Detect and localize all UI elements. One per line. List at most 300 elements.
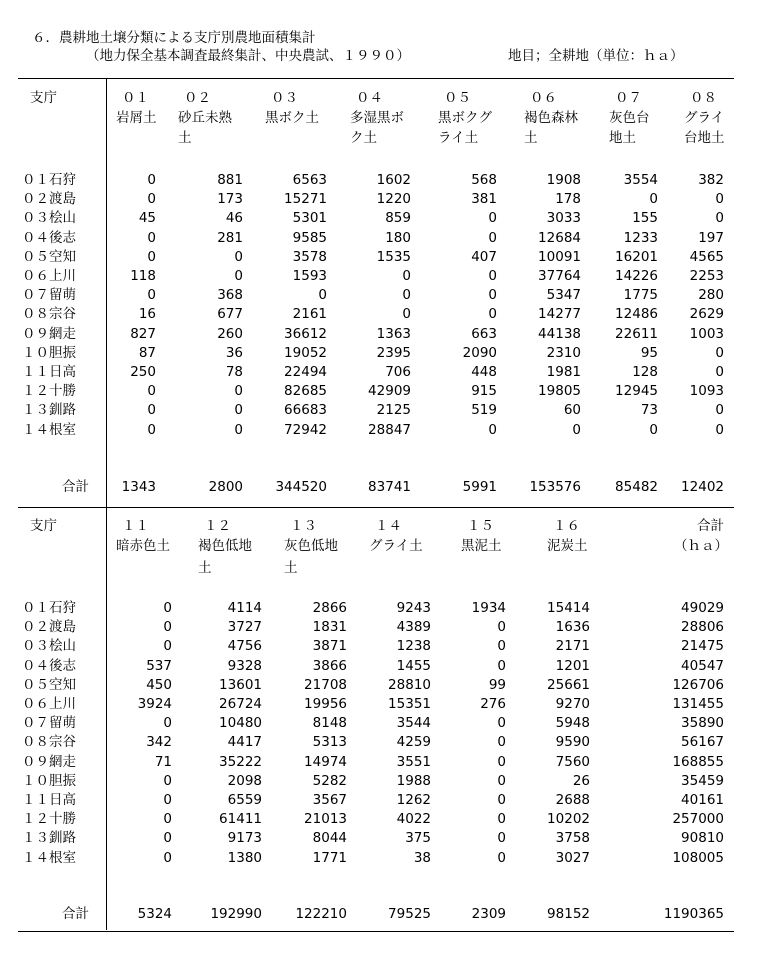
table2-cell: 0 [163,619,172,636]
table1-col-name: 褐色森林 [524,110,578,126]
table2-cell: 40547 [681,657,724,674]
table2-cell: 0 [497,792,506,808]
table2-cell: 21013 [304,811,347,828]
table2-cell: 1201 [555,657,590,674]
table2-cell: 0 [163,830,172,847]
table1-cell: 1908 [546,172,581,188]
table1-corner-label: 支庁 [30,90,57,106]
table2-col-code: １４ [375,518,402,534]
table2-cell: 108005 [672,849,724,866]
table2-row-label: ０６上川 [22,696,76,712]
table1-cell: 0 [402,287,411,304]
table2-cell: 0 [163,638,172,655]
table1-cell: 1093 [689,383,724,400]
table1-cell: 0 [147,421,156,438]
table2-col-name: 土 [198,560,212,576]
table1-row-label: １０胆振 [22,344,76,361]
table1-cell: 12684 [538,229,581,246]
table2-row-label: １１日高 [22,792,76,808]
table2-cell: 26724 [219,696,262,712]
table2-cell: 2171 [555,638,590,655]
table1-cell: 915 [471,383,497,400]
table1-cell: 827 [130,325,156,342]
table2-col-code: １５ [467,518,494,534]
table2-cell: 4022 [396,811,431,828]
table2-cell: 4259 [396,734,431,751]
table2-col-code: 合計 [697,518,724,534]
table2-col-name: 土 [284,560,298,576]
table2-cell: 0 [163,849,172,866]
table2-cell: 9173 [227,830,262,847]
table1-total-cell: 344520 [275,479,327,495]
table2-row-label: ０７留萌 [22,715,76,732]
table2-row-label: １０胆振 [22,772,76,789]
table1-col-name: グライ [684,110,725,126]
table1-cell: 2161 [292,306,327,323]
table2-cell: 0 [497,619,506,636]
table1-cell: 1535 [376,248,411,265]
table1-cell: 0 [715,402,724,419]
table1-cell: 36 [225,344,243,361]
table2-col-code: １２ [204,518,231,534]
table1-total-cell: 5991 [462,479,497,495]
table1-cell: 519 [471,402,497,419]
table2-cell: 2688 [555,792,590,808]
table1-cell: 260 [217,325,243,342]
table1-cell: 42909 [368,383,411,400]
table1-cell: 180 [385,229,411,246]
table1-cell: 0 [318,287,327,304]
table1-row-label: ０２渡島 [22,191,76,208]
table2-row-label: ０８宗谷 [22,734,76,751]
table2-col-name: グライ土 [369,538,423,554]
table1-col-name: 土 [178,130,192,146]
table1-cell: 881 [217,172,243,188]
table1-cell: 19805 [538,383,581,400]
table2-cell: 168855 [672,753,724,770]
table1-cell: 87 [138,344,156,361]
table1-cell: 0 [572,421,581,438]
table2-cell: 0 [163,811,172,828]
table1-cell: 0 [234,383,243,400]
table1-row-label: １３釧路 [22,402,76,419]
table2-cell: 375 [405,830,431,847]
table2-col-name: 暗赤色土 [116,538,170,554]
table1-total-cell: 12402 [681,479,724,495]
table2-cell: 35459 [681,772,724,789]
table2-cell: 131455 [672,696,724,712]
page-subtitle: （地力保全基本調査最終集計、中央農試、１９９０） [86,48,410,64]
table1-cell: 3554 [623,172,658,188]
table1-cell: 12945 [615,383,658,400]
table2-cell: 21475 [681,638,724,655]
table1-cell: 0 [147,229,156,246]
table2-cell: 35222 [219,753,262,770]
table2-cell: 0 [497,734,506,751]
table2-cell: 5282 [312,772,347,789]
table1-cell: 0 [715,344,724,361]
table2-cell: 1636 [555,619,590,636]
table1-cell: 95 [640,344,658,361]
table2-cell: 2098 [227,772,262,789]
table2-cell: 9328 [227,657,262,674]
table2-cell: 28806 [681,619,724,636]
table1-col-name: 砂丘未熟 [178,110,232,126]
table1-cell: 677 [217,306,243,323]
table2-cell: 0 [497,849,506,866]
table2-cell: 56167 [681,734,724,751]
table1-cell: 407 [471,248,497,265]
table2-cell: 0 [497,772,506,789]
table1-cell: 1593 [292,268,327,284]
table1-cell: 45 [138,210,156,227]
table1-cell: 368 [217,287,243,304]
table2-cell: 99 [488,676,506,693]
table1-cell: 706 [385,364,411,380]
table2-row-label: ０５空知 [22,676,76,693]
table1-cell: 19052 [284,344,327,361]
table1-total-cell: 83741 [368,479,411,495]
table2-cell: 3727 [227,619,262,636]
table2-cell: 0 [497,638,506,655]
table2-corner-label: 支庁 [30,518,57,534]
table1-cell: 859 [385,210,411,227]
table2-cell: 0 [497,715,506,732]
table2-total-cell: 2309 [471,906,506,922]
table2-cell: 0 [163,715,172,732]
table1-cell: 173 [217,191,243,208]
table1-cell: 280 [698,287,724,304]
table1-cell: 178 [555,191,581,208]
table2-cell: 8148 [312,715,347,732]
table1-col-code: ０３ [271,90,298,106]
table2-cell: 1380 [227,849,262,866]
table2-cell: 0 [163,600,172,616]
table1-cell: 6563 [292,172,327,188]
table2-cell: 4114 [227,600,262,616]
table2-cell: 10202 [547,811,590,828]
table2-cell: 3866 [312,657,347,674]
table1-cell: 60 [563,402,581,419]
table1-col-code: ０８ [690,90,717,106]
table2-cell: 71 [154,753,172,770]
table1-cell: 2395 [376,344,411,361]
table1-cell: 2629 [689,306,724,323]
table1-cell: 2253 [689,268,724,284]
table1-cell: 0 [147,172,156,188]
table1-cell: 46 [225,210,243,227]
table1-col-name: 黒ボク土 [265,110,319,126]
table1-row-label: ０３桧山 [22,210,76,227]
table1-cell: 250 [130,364,156,380]
table1-cell: 381 [471,191,497,208]
table1-cell: 1602 [376,172,411,188]
table1-cell: 16 [138,306,156,323]
table2-cell: 450 [146,676,172,693]
table1-cell: 0 [147,402,156,419]
table2-row-label: ０９網走 [22,753,76,770]
table1-col-code: ０５ [444,90,471,106]
table1-cell: 1003 [689,325,724,342]
table1-col-name: ライ土 [438,130,479,146]
table1-row-label: ０１石狩 [22,172,76,188]
table2-col-name: （ｈａ） [674,538,728,554]
page-title: ６．農耕地土壌分類による支庁別農地面積集計 [32,30,316,46]
table2-cell: 3871 [312,638,347,655]
table1-col-name: 地土 [609,130,636,146]
table1-cell: 118 [130,268,156,284]
table2-total-cell: 98152 [547,906,590,922]
table2-cell: 19956 [304,696,347,712]
table1-top-rule [18,78,734,79]
table1-cell: 3578 [292,248,327,265]
table1-cell: 0 [488,306,497,323]
table1-col-code: ０４ [356,90,383,106]
table2-cell: 15351 [388,696,431,712]
table1-cell: 1363 [376,325,411,342]
table2-cell: 49029 [681,600,724,616]
table2-cell: 3924 [137,696,172,712]
table2-cell: 1238 [396,638,431,655]
table1-row-label: ０６上川 [22,268,76,284]
table2-cell: 0 [497,811,506,828]
table1-cell: 1220 [376,191,411,208]
table2-row-label: １３釧路 [22,830,76,847]
table1-col-name: 台地土 [684,130,725,146]
table2-total-cell: 5324 [137,906,172,922]
table1-cell: 0 [649,421,658,438]
table2-cell: 10480 [219,715,262,732]
table1-cell: 0 [402,268,411,284]
table1-cell: 0 [402,306,411,323]
table2-cell: 2866 [312,600,347,616]
table1-col-code: ０２ [184,90,211,106]
table2-cell: 7560 [555,753,590,770]
table1-cell: 5347 [546,287,581,304]
table1-total-cell: 153576 [529,479,581,495]
table2-cell: 1988 [396,772,431,789]
table2-col-code: １６ [553,518,580,534]
table2-cell: 1771 [312,849,347,866]
table2-cell: 0 [497,753,506,770]
table2-row-label: １２十勝 [22,811,76,828]
table1-cell: 28847 [368,421,411,438]
table2-cell: 28810 [388,676,431,693]
table1-col-code: ０１ [122,90,149,106]
table2-cell: 3567 [312,792,347,808]
table1-row-label: ０９網走 [22,325,76,342]
table1-cell: 2125 [376,402,411,419]
table1-total-cell: 2800 [208,479,243,495]
table1-row-label: １１日高 [22,364,76,380]
table1-total-cell: 85482 [615,479,658,495]
table2-cell: 15414 [547,600,590,616]
table1-cell: 36612 [284,325,327,342]
table1-cell: 12486 [615,306,658,323]
table2-col-code: １３ [290,518,317,534]
table1-cell: 0 [488,421,497,438]
table1-row-label: １２十勝 [22,383,76,400]
table1-cell: 568 [471,172,497,188]
table1-cell: 73 [640,402,658,419]
table2-cell: 0 [497,657,506,674]
table1-row-label: ０７留萌 [22,287,76,304]
table1-cell: 1233 [623,229,658,246]
table1-col-code: ０６ [530,90,557,106]
table1-cell: 663 [471,325,497,342]
table1-col-name: ク土 [350,130,377,146]
table1-cell: 0 [715,191,724,208]
table1-cell: 0 [147,383,156,400]
table1-cell: 0 [147,191,156,208]
table2-col-name: 黒泥土 [461,538,502,554]
table1-row-label: １４根室 [22,421,76,438]
table1-cell: 0 [234,248,243,265]
table2-col-name: 灰色低地 [284,538,338,554]
table1-cell: 0 [715,210,724,227]
table1-cell: 0 [147,287,156,304]
table2-cell: 9270 [555,696,590,712]
table2-row-label: １４根室 [22,849,76,866]
table2-cell: 3551 [396,753,431,770]
table1-col-name: 土 [524,130,538,146]
table1-cell: 0 [715,364,724,380]
table2-total-cell: 79525 [388,906,431,922]
table2-bottom-rule [18,931,734,932]
table2-cell: 8044 [312,830,347,847]
unit-note: 地目；全耕地（単位：ｈａ） [508,48,684,64]
table2-cell: 3027 [555,849,590,866]
table2-cell: 537 [146,657,172,674]
table1-cell: 37764 [538,268,581,284]
table2-total-label: 合計 [62,906,89,922]
table2-cell: 1455 [396,657,431,674]
table2-total-cell: 192990 [210,906,262,922]
table2-total-cell: 122210 [295,906,347,922]
table2-total-cell: 1190365 [663,906,724,922]
table2-cell: 26 [572,772,590,789]
table1-cell: 5301 [292,210,327,227]
table1-col-name: 黒ボクグ [438,110,492,126]
table2-cell: 3758 [555,830,590,847]
table1-col-name: 灰色台 [609,110,650,126]
table2-cell: 5313 [312,734,347,751]
table1-cell: 0 [234,402,243,419]
table1-cell: 0 [488,268,497,284]
table1-cell: 0 [234,421,243,438]
table1-cell: 281 [217,229,243,246]
table1-cell: 4565 [689,248,724,265]
table1-cell: 44138 [538,325,581,342]
table1-col-name: 多湿黒ボ [350,110,404,126]
table2-cell: 276 [480,696,506,712]
table1-cell: 197 [698,229,724,246]
table2-cell: 1262 [396,792,431,808]
table1-cell: 14226 [615,268,658,284]
table1-cell: 2310 [546,344,581,361]
table1-cell: 66683 [284,402,327,419]
table2-cell: 61411 [219,811,262,828]
table1-cell: 0 [488,287,497,304]
table1-cell: 0 [147,248,156,265]
table1-row-label: ０８宗谷 [22,306,76,323]
table2-row-label: ０４後志 [22,657,76,674]
table1-cell: 16201 [615,248,658,265]
table1-cell: 78 [225,364,243,380]
table2-cell: 14974 [304,753,347,770]
table2-cell: 9243 [396,600,431,616]
table2-col-name: 泥炭土 [547,538,588,554]
table1-cell: 1981 [546,364,581,380]
table2-cell: 0 [163,772,172,789]
table1-cell: 22611 [615,325,658,342]
table1-cell: 14277 [538,306,581,323]
table2-cell: 4756 [227,638,262,655]
table2-cell: 0 [497,830,506,847]
table1-row-label: ０５空知 [22,248,76,265]
table2-row-label: ０２渡島 [22,619,76,636]
table2-cell: 9590 [555,734,590,751]
table1-total-cell: 1343 [121,479,156,495]
table1-total-label: 合計 [62,479,89,495]
table2-cell: 5948 [555,715,590,732]
table1-cell: 448 [471,364,497,380]
table1-cell: 382 [698,172,724,188]
table2-cell: 257000 [672,811,724,828]
table2-cell: 4389 [396,619,431,636]
table2-cell: 25661 [547,676,590,693]
table1-cell: 3033 [546,210,581,227]
table2-cell: 13601 [219,676,262,693]
table1-cell: 22494 [284,364,327,380]
table1-col-code: ０７ [615,90,642,106]
table2-col-code: １１ [122,518,149,534]
table2-cell: 0 [163,792,172,808]
table2-cell: 4417 [227,734,262,751]
table1-cell: 128 [632,364,658,380]
table1-cell: 0 [234,268,243,284]
table2-row-label: ０３桧山 [22,638,76,655]
table2-top-rule [18,507,734,508]
table1-cell: 9585 [292,229,327,246]
table1-cell: 82685 [284,383,327,400]
table2-cell: 126706 [672,676,724,693]
table1-row-label: ０４後志 [22,229,76,246]
table1-cell: 1775 [623,287,658,304]
table2-col-name: 褐色低地 [198,538,252,554]
table1-cell: 0 [715,421,724,438]
table1-cell: 0 [488,229,497,246]
table1-cell: 0 [488,210,497,227]
table1-cell: 72942 [284,421,327,438]
table2-cell: 342 [146,734,172,751]
table1-cell: 10091 [538,248,581,265]
table1-cell: 155 [632,210,658,227]
table2-cell: 1934 [471,600,506,616]
table2-row-label: ０１石狩 [22,600,76,616]
table2-cell: 40161 [681,792,724,808]
table2-cell: 38 [413,849,431,866]
table1-cell: 2090 [462,344,497,361]
table2-cell: 35890 [681,715,724,732]
table2-cell: 21708 [304,676,347,693]
table1-cell: 0 [649,191,658,208]
table1-cell: 15271 [284,191,327,208]
table2-cell: 1831 [312,619,347,636]
table2-cell: 6559 [227,792,262,808]
table1-col-name: 岩屑土 [116,110,157,126]
table2-cell: 3544 [396,715,431,732]
